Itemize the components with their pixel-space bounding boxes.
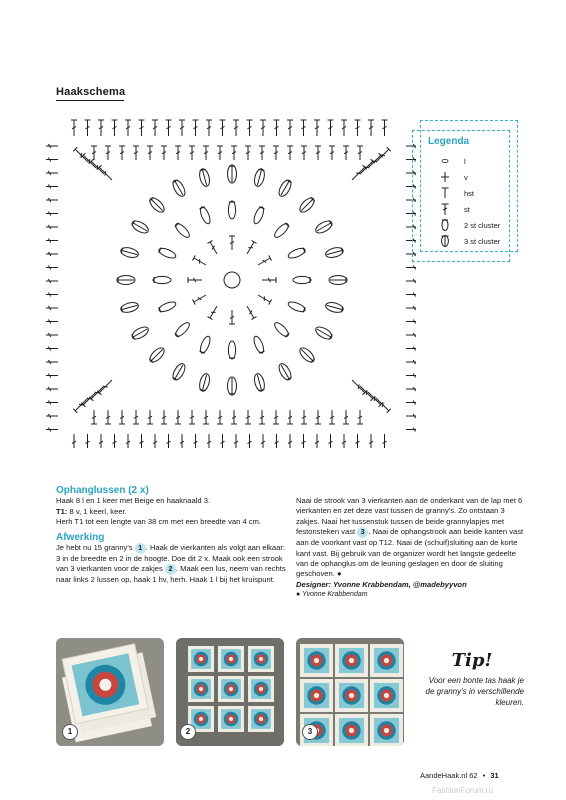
left-column	[56, 486, 286, 586]
legend-box	[420, 120, 524, 262]
designer-credit: Designer: Yvonne Krabbendam, @madebyyvon	[296, 579, 467, 589]
hanging-loops-line3: Herh T1 tot een lengte van 38 cm met een breedte van 4 cm.	[56, 517, 262, 527]
photo-1	[56, 638, 164, 746]
two-dc-cluster-icon	[430, 218, 460, 232]
three-dc-cluster-icon	[430, 234, 460, 248]
tip-title: Tip!	[451, 650, 493, 671]
watermark: FashionForum.ru	[432, 786, 493, 795]
finishing-heading: Afwerking	[56, 531, 105, 543]
page-number: 31	[490, 771, 499, 780]
photo-3	[296, 638, 404, 746]
legend-item-3dc-cluster: 3 st cluster	[430, 234, 500, 248]
camera-icon: ●	[296, 591, 301, 599]
footer-separator: •	[482, 771, 486, 780]
single-crochet-icon	[430, 171, 460, 183]
double-crochet-icon	[430, 203, 460, 216]
right-column	[296, 496, 524, 601]
photo-number-1: 1	[62, 724, 78, 740]
legend-item-hdc: hst	[430, 186, 474, 200]
legend-item-dc: st	[430, 202, 470, 216]
crochet-chart	[46, 112, 416, 448]
title-underline	[56, 100, 124, 101]
legend-item-sc: v	[430, 170, 468, 184]
hanging-loops-heading: Ophanglussen (2 x)	[56, 485, 149, 496]
photo-2	[176, 638, 284, 746]
chain-stitch-icon	[430, 158, 460, 164]
tip-text: Voor een bonte tas haak je de granny's in verschillende kleuren.	[425, 676, 524, 707]
tip-box	[420, 650, 524, 708]
photo-ref-1: 1	[135, 543, 146, 554]
photo-number-2: 2	[180, 724, 196, 740]
half-double-crochet-icon	[430, 187, 460, 199]
photo-ref-2: 2	[165, 564, 176, 575]
photo-number-3: 3	[302, 724, 318, 740]
assembly-paragraph: Naai de strook van 3 vierkanten aan de onderkant van de lap met 6 vierkanten en zet deze vast tussen de granny's. Zo ontstaan 3 zakjes. Naai het tussenstuk tussen de beide grannylapjes met festonsteken vast 3 . Naai de ophangstrook aan beide kanten vast aan de voorkant vast op T12. Naai de (schuif)sluiting aan de korte kant vast. Bij gebruik van de organizer wordt het langste gedeelte van de ophanglus om de leuning geslagen en door de sluiting geschoven. ●	[296, 496, 524, 579]
magazine-name: AandeHaak.nl 62	[420, 771, 478, 780]
hanging-loops-line1: Haak 8 l en 1 keer met Beige en haaknaald 3.	[56, 496, 211, 506]
page-footer	[420, 771, 499, 780]
finishing-paragraph: Je hebt nu 15 granny's 1 . Haak de vierkanten als volgt aan elkaar: 3 in de breedte en 2 in de hoogte. Doe dit 2 x. Maak ook een strook van 3 vierkanten voor de zakjes 2 . Maak een lus, neem van rechts naar links 2 lussen op, haak 1 hv, herh. Haak 1 l bij het kruispunt.	[56, 543, 286, 585]
photo-credit: ● Yvonne Krabbendam	[296, 591, 368, 599]
hanging-loops-t1: T1: 8 v, 1 keerl, keer.	[56, 506, 127, 516]
legend-item-2dc-cluster: 2 st cluster	[430, 218, 500, 232]
legend-item-chain: l	[430, 154, 466, 168]
legend-title: Legenda	[428, 136, 470, 147]
photo-ref-3: 3	[357, 527, 368, 538]
section-title: Haakschema	[56, 86, 126, 98]
